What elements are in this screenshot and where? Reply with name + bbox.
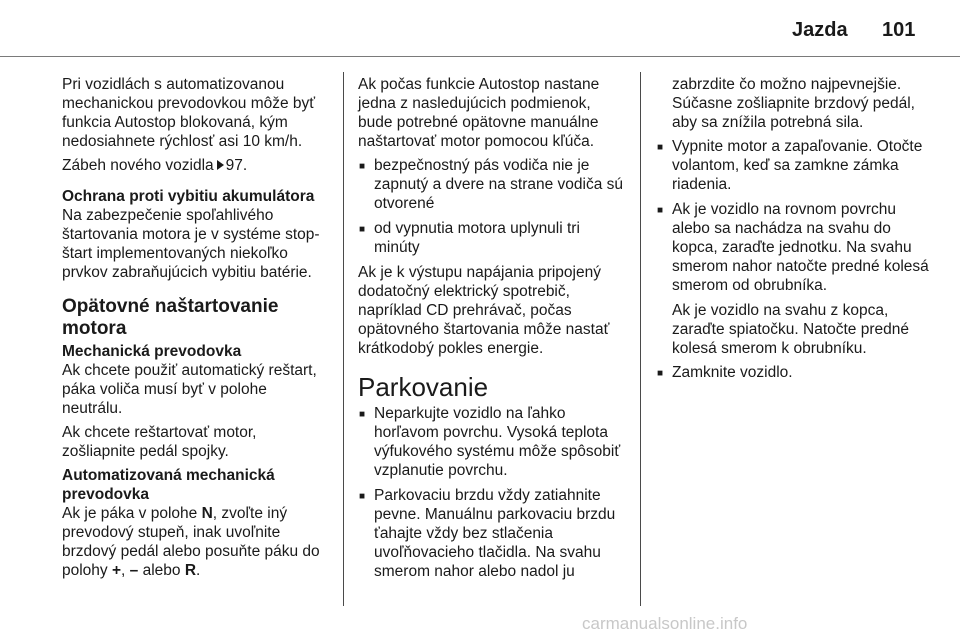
subheading-automated-transmission: Automatizovaná mechanická prevodovka — [62, 467, 275, 503]
paragraph: Ak chcete použiť automatický reštart, páka voliča musí byť v polohe neutrálu. — [62, 362, 317, 417]
list-item: ■ Neparkujte vozidlo na ľahko horľavom povrchu. Vysoká teplota výfukového systému môže spôsobiť vzplanutie povrchu. — [358, 404, 628, 480]
parking-list-end — [656, 363, 930, 382]
header-rule — [0, 56, 960, 57]
list-item: ■ Parkovaciu brzdu vždy zatiahnite pevne. Manuálnu parkovaciu brzdu ťahajte vždy bez stlačenia uvoľňovacieho tlačidla. Na svahu smerom nahor alebo nadol ju — [358, 486, 628, 581]
paragraph: Ak je k výstupu napájania pripojený dodatočný elektrický spotrebič, napríklad CD prehrávač, počas opätovného štartovania môže nastať krátkodobý pokles energie. — [358, 264, 610, 357]
heading-engine-restart: Opätovné naštartovanie motora — [62, 296, 279, 339]
page-reference-arrow-icon — [217, 160, 224, 170]
page-number: 101 — [882, 19, 916, 41]
paragraph: Pri vozidlách s automatizovanou mechanickou prevodovkou môže byť funkcia Autostop blokovaná, kým nedosiahnete rýchlosť asi 10 km/h. — [62, 76, 316, 150]
list-item: ■ Zamknite vozidlo. — [656, 363, 930, 382]
paragraph: Ak chcete reštartovať motor, zošliapnite pedál spojky. — [62, 424, 257, 460]
column-divider-2 — [640, 72, 641, 606]
section-title: Jazda — [792, 19, 848, 41]
paragraph: Na zabezpečenie spoľahlivého štartovania motora je v systéme stop-štart implementovaných niekoľko prvkov zabraňujúcich vybitiu batérie. — [62, 207, 320, 281]
list-item-continuation: zabrzdite čo možno najpevnejšie. Súčasne zošliapnite brzdový pedál, aby sa znížila potrebná sila. — [672, 76, 915, 131]
subheading-battery-protection: Ochrana proti vybitiu akumulátora — [62, 188, 315, 205]
paragraph: Ak počas funkcie Autostop nastane jedna z nasledujúcich podmienok, bude potrebné opätovne manuálne naštartovať motor pomocou kľúča. — [358, 76, 600, 150]
list-item: ■ bezpečnostný pás vodiča nie je zapnutý a dvere na strane vodiča sú otvorené — [358, 156, 628, 213]
list-item: ■ od vypnutia motora uplynuli tri minúty — [358, 219, 628, 257]
list-item-continuation: Ak je vozidlo na svahu z kopca, zaraďte spiatočku. Natočte predné kolesá smerom k obrubníku. — [672, 302, 909, 357]
column-divider-1 — [343, 72, 344, 606]
condition-list — [358, 156, 628, 257]
heading-parking: Parkovanie — [358, 372, 489, 402]
watermark: carmanualsonline.info — [582, 614, 748, 633]
paragraph-reference: Zábeh nového vozidla 97. — [62, 157, 248, 174]
column-3 — [656, 75, 930, 388]
list-item: ■ Vypnite motor a zapaľovanie. Otočte volantom, keď sa zamkne zámka riadenia. — [656, 137, 930, 194]
parking-list-continued — [656, 137, 930, 295]
parking-list — [358, 404, 628, 581]
column-2 — [358, 75, 628, 587]
paragraph: Ak je páka v polohe N, zvoľte iný prevodový stupeň, inak uvoľnite brzdový pedál alebo posuňte páku do polohy +, – alebo R. — [62, 505, 320, 579]
page-header — [0, 0, 960, 46]
subheading-manual-transmission: Mechanická prevodovka — [62, 343, 242, 360]
column-1 — [62, 75, 330, 585]
list-item: ■ Ak je vozidlo na rovnom povrchu alebo sa nachádza na svahu do kopca, zaraďte jednotku. Na svahu smerom nahor natočte predné kolesá smerom od obrubníka. — [656, 200, 930, 295]
